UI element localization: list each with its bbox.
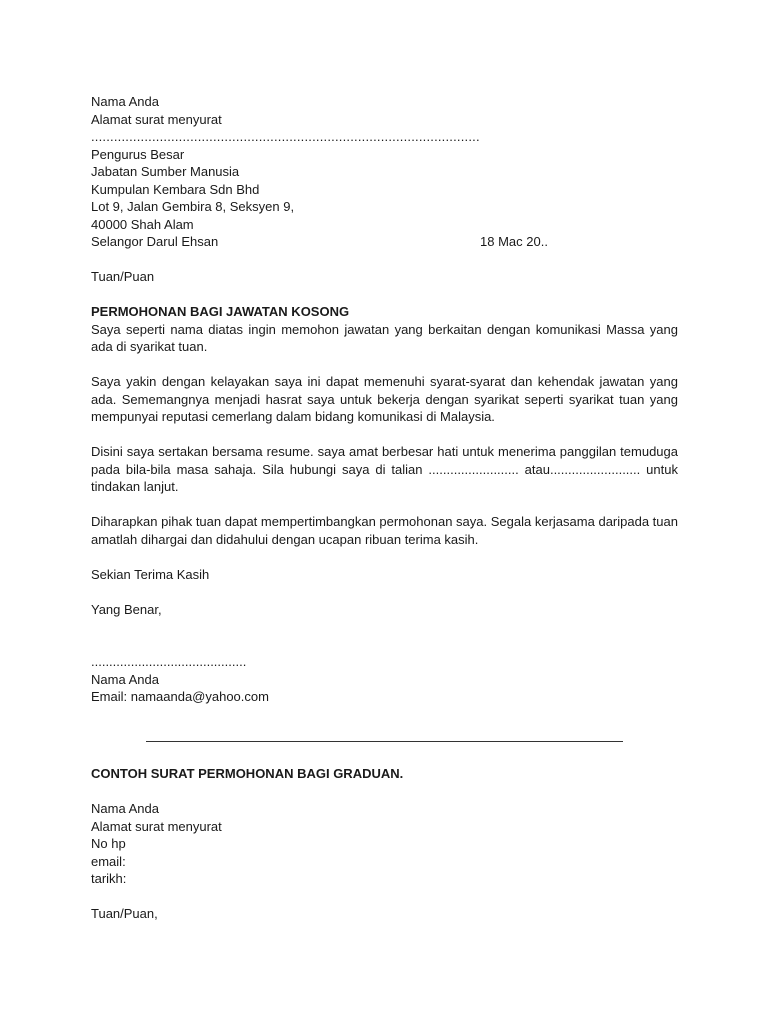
sender-address: Alamat surat menyurat (91, 111, 222, 127)
sender-name: Nama Anda (91, 94, 159, 109)
recipient-line: Kumpulan Kembara Sdn Bhd (91, 181, 260, 197)
section-title: CONTOH SURAT PERMOHONAN BAGI GRADUAN. (91, 766, 404, 781)
salutation: Tuan/Puan, (91, 906, 158, 921)
sign-off: Yang Benar, (91, 601, 162, 617)
field-line: Nama Anda (91, 801, 159, 816)
paragraph: Saya seperti nama diatas ingin memohon jawatan yang berkaitan dengan komunikasi Massa yang ada di syarikat tuan. (91, 321, 678, 354)
paragraph: Diharapkan pihak tuan dapat mempertimbangkan permohonan saya. Segala kerjasama daripada tuan amatlah dihargai dan didahului dengan ucapan ribuan terima kasih. (91, 514, 678, 547)
paragraph: Disini saya sertakan bersama resume. saya amat berbesar hati untuk menerima panggilan temuduga pada bila-bila masa sahaja. Sila hubungi saya di talian ......................... atau......................... untuk tindakan lanjut. (91, 444, 678, 494)
field-line: email: (91, 853, 126, 869)
letter-date: 18 Mac 20.. (480, 234, 548, 249)
field-line: No hp (91, 836, 126, 851)
address-dotted-line: ...................................................................................................... (91, 129, 480, 144)
letter-one (91, 93, 678, 706)
paragraph: Saya yakin dengan kelayakan saya ini dapat memenuhi syarat-syarat dan kehendak jawatan yang ada. Sememangnya menjadi hasrat saya untuk bekerja dengan syarikat seperti syarikat tuan yang mempunyai reputasi cemerlang dalam bidang komunikasi di Malaysia. (91, 374, 678, 424)
recipient-line: 40000 Shah Alam (91, 216, 194, 232)
recipient-line: Pengurus Besar (91, 146, 185, 162)
closing: Sekian Terima Kasih (91, 566, 210, 582)
recipient-state: Selangor Darul Ehsan (91, 234, 219, 249)
state-date-row (91, 233, 678, 251)
field-line: Alamat surat menyurat (91, 818, 222, 834)
recipient-line: Jabatan Sumber Manusia (91, 164, 240, 179)
signer-email: Email: namaanda@yahoo.com (91, 689, 269, 704)
field-line: tarikh: (91, 871, 127, 886)
section-divider (146, 741, 623, 742)
recipient-line: Lot 9, Jalan Gembira 8, Seksyen 9, (91, 199, 295, 214)
letter-subject: PERMOHONAN BAGI JAWATAN KOSONG (91, 304, 350, 319)
signer-name: Nama Anda (91, 671, 159, 687)
signature-line: ........................................... (91, 654, 247, 669)
salutation: Tuan/Puan (91, 269, 155, 284)
letter-two (91, 765, 678, 923)
